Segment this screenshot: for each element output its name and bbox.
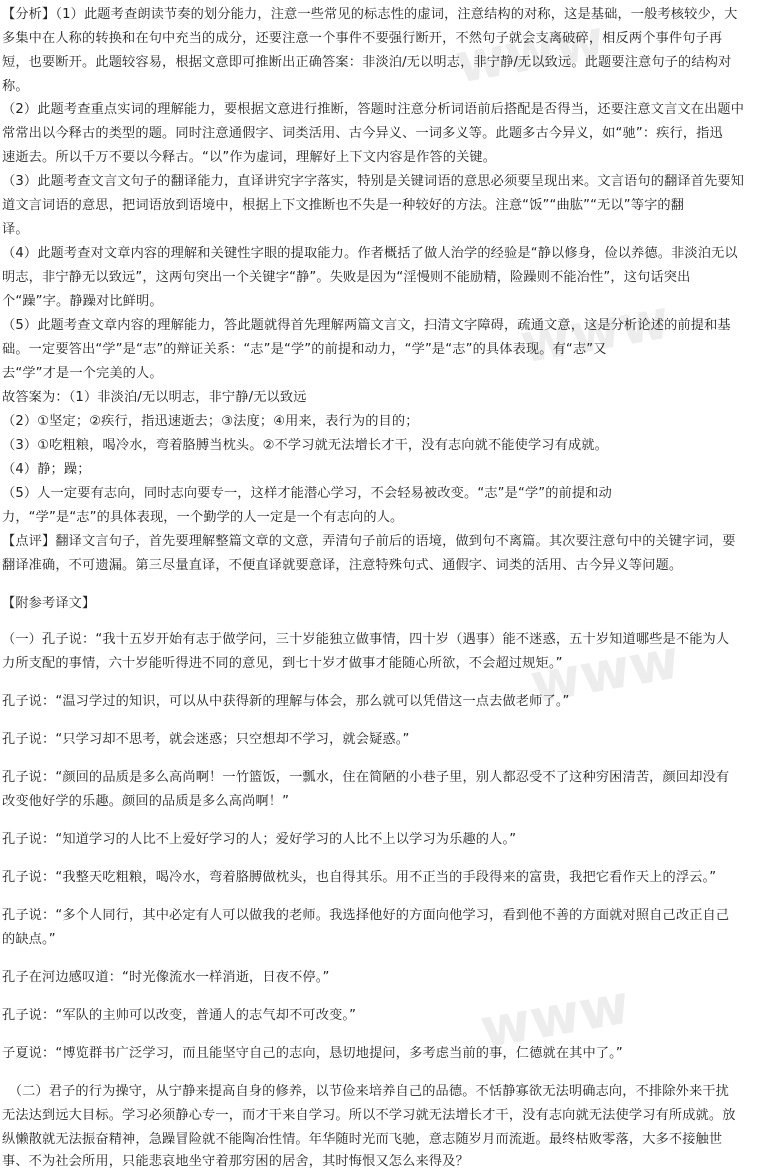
translation-line: 孔子说：“温习学过的知识，可以从中获得新的理解与体会，那么就可以凭借这一点去做老师了。” xyxy=(2,694,570,709)
analysis-line: 多集中在人称的转换和在句中充当的成分，还要注意一个事件不要强行断开，不然句子就会支离破碎，相反两个事件句子再 xyxy=(2,31,723,46)
watermark: www xyxy=(450,7,610,96)
translation-line: 孔子在河边感叹道：“时光像流水一样消逝，日夜不停。” xyxy=(2,970,330,985)
answer-line: （2）①坚定；②疾行，指迅速逝去；③法度；④用来，表行为的目的； xyxy=(2,414,419,429)
answer-line: 力，“学”是“志”的具体表现，一个勤学的人一定是一个有志向的人。 xyxy=(2,510,404,525)
translation-line: 力所支配的事情，六十岁能听得进不同的意见，到七十岁才做事才能随心所欲，不会超过规矩。” xyxy=(2,656,563,671)
translation-line: 孔子说：“军队的主帅可以改变，普通人的志气却不可改变。” xyxy=(2,1008,357,1023)
comment-line: 【点评】翻译文言句子，首先要理解整篇文章的文意，弄清句子前后的语境，做到句不离篇。其次要注意句中的关键字词，要 xyxy=(2,534,736,549)
analysis-line: 称。 xyxy=(2,79,29,94)
analysis-line: 础。一定要答出“学”是“志”的辩证关系：“志”是“学”的前提和动力，“学”是“志”的具体表现。有“志”又 xyxy=(2,342,607,357)
watermark: www xyxy=(525,627,685,716)
analysis-line: 译。 xyxy=(2,222,29,237)
analysis-line: （3）此题考查文言文句子的翻译能力，直译讲究字字落实，特别是关键词语的意思必须要呈现出来。文言语句的翻译首先要知 xyxy=(2,174,745,189)
translation-line: 事、不为社会所用，只能悲哀地坐守着那穷困的居舍，其时悔恨又怎么来得及？ xyxy=(2,1154,469,1169)
translation-heading: 【附参考译文】 xyxy=(2,596,96,611)
analysis-line: 【分析】（1）此题考查朗读节奏的划分能力，注意一些常见的标志性的虚词，注意结构的对称，这是基础，一般考核较少，大 xyxy=(2,7,738,22)
watermark: www xyxy=(515,287,675,376)
analysis-line: 常常出以今释古的类型的题。同时注意通假字、词类活用、古今异义、一词多义等。此题多古今异义，如“驰”：疾行，指迅 xyxy=(2,126,723,141)
analysis-line: 速逝去。所以千万不要以今释古。“以”作为虚词，理解好上下文内容是作答的关键。 xyxy=(2,150,497,165)
analysis-line: 去“学”才是一个完美的人。 xyxy=(2,366,163,381)
analysis-line: 明志，非宁静无以致远”，这两句突出一个关键字“静”。失败是因为“淫慢则不能励精，险躁则不能冶性”，这句话突出 xyxy=(2,270,691,285)
translation-line: 孔子说：“只学习却不思考，就会迷惑；只空想却不学习，就会疑惑。” xyxy=(2,732,410,747)
translation-line: 孔子说：“颜回的品质是多么高尚啊！一竹篮饭，一瓢水，住在简陋的小巷子里，别人都忍受不了这种穷困清苦，颜回却没有 xyxy=(2,770,730,785)
analysis-line: （2）此题考查重点实词的理解能力，要根据文意进行推断，答题时注意分析词语前后搭配是否得当，还要注意文言文在出题中 xyxy=(2,102,745,117)
translation-line: 无法达到远大目标。学习必须静心专一，而才干来自学习。所以不学习就无法增长才干，没有志向就无法使学习有所成就。放 xyxy=(2,1108,736,1123)
translation-line: 孔子说：“知道学习的人比不上爱好学习的人；爱好学习的人比不上以学习为乐趣的人。” xyxy=(2,832,517,847)
analysis-line: 道文言词语的意思，把词语放到语境中，根据上下文推断也不失是一种较好的方法。注意“饭”“曲肱”“无以”等字的翻 xyxy=(2,198,685,213)
translation-line: 孔子说：“我整天吃粗粮，喝冷水，弯着胳膊做枕头，也自得其乐。用不正当的手段得来的富贵，我把它看作天上的浮云。” xyxy=(2,870,717,885)
translation-line: 纵懒散就无法振奋精神，急躁冒险就不能陶冶性情。年华随时光而飞驰，意志随岁月而流逝。最终枯败零落，大多不接触世 xyxy=(2,1132,723,1147)
answer-line: （4）静；躁； xyxy=(2,462,91,477)
translation-line: 改变他好学的乐趣。颜回的品质是多么高尚啊！” xyxy=(2,794,290,809)
answer-line: （5）人一定要有志向，同时志向要专一，这样才能潜心学习，不会轻易被改变。“志”是“学”的前提和动 xyxy=(2,486,612,501)
watermark: www xyxy=(475,972,635,1061)
analysis-line: （5）此题考查文章内容的理解能力，答此题就得首先理解两篇文言文，扫清文字障碍，疏通文意，这是分析论述的前提和基 xyxy=(2,318,731,333)
translation-line: （一）孔子说：“我十五岁开始有志于做学问，三十岁能独立做事情，四十岁（遇事）能不迷惑，五十岁知道哪些是不能为人 xyxy=(2,632,730,647)
comment-line: 翻译准确，不可遗漏。第三尽量直译，不便直译就要意译，注意特殊句式、通假字、词类的活用、古今异义等问题。 xyxy=(2,558,683,573)
translation-line: 子夏说：“博览群书广泛学习，而且能坚守自己的志向，恳切地提问，多考虑当前的事，仁德就在其中了。” xyxy=(2,1046,623,1061)
analysis-line: 短，也要断开。此题较容易，根据文意即可推断出正确答案：非淡泊/无以明志，非宁静/无以致远。此题要注意句子的结构对 xyxy=(2,55,732,70)
answer-line: 故答案为：（1）非淡泊/无以明志，非宁静/无以致远 xyxy=(2,390,307,405)
translation-line: （二）君子的行为操守，从宁静来提高自身的修养，以节俭来培养自己的品德。不恬静寡欲无法明确志向，不排除外来干扰 xyxy=(2,1084,729,1099)
translation-line: 的缺点。” xyxy=(2,932,56,947)
translation-line: 孔子说：“多个人同行，其中必定有人可以做我的老师。我选择他好的方面向他学习，看到他不善的方面就对照自己改正自己 xyxy=(2,908,730,923)
analysis-line: 个“躁”字。静躁对比鲜明。 xyxy=(2,294,163,309)
analysis-line: （4）此题考查对文章内容的理解和关键性字眼的提取能力。作者概括了做人治学的经验是“静以修身，俭以养德。非淡泊无以 xyxy=(2,246,738,261)
answer-line: （3）①吃粗粮，喝冷水，弯着胳膊当枕头。②不学习就无法增长才干，没有志向就不能使学习有成就。 xyxy=(2,438,608,453)
